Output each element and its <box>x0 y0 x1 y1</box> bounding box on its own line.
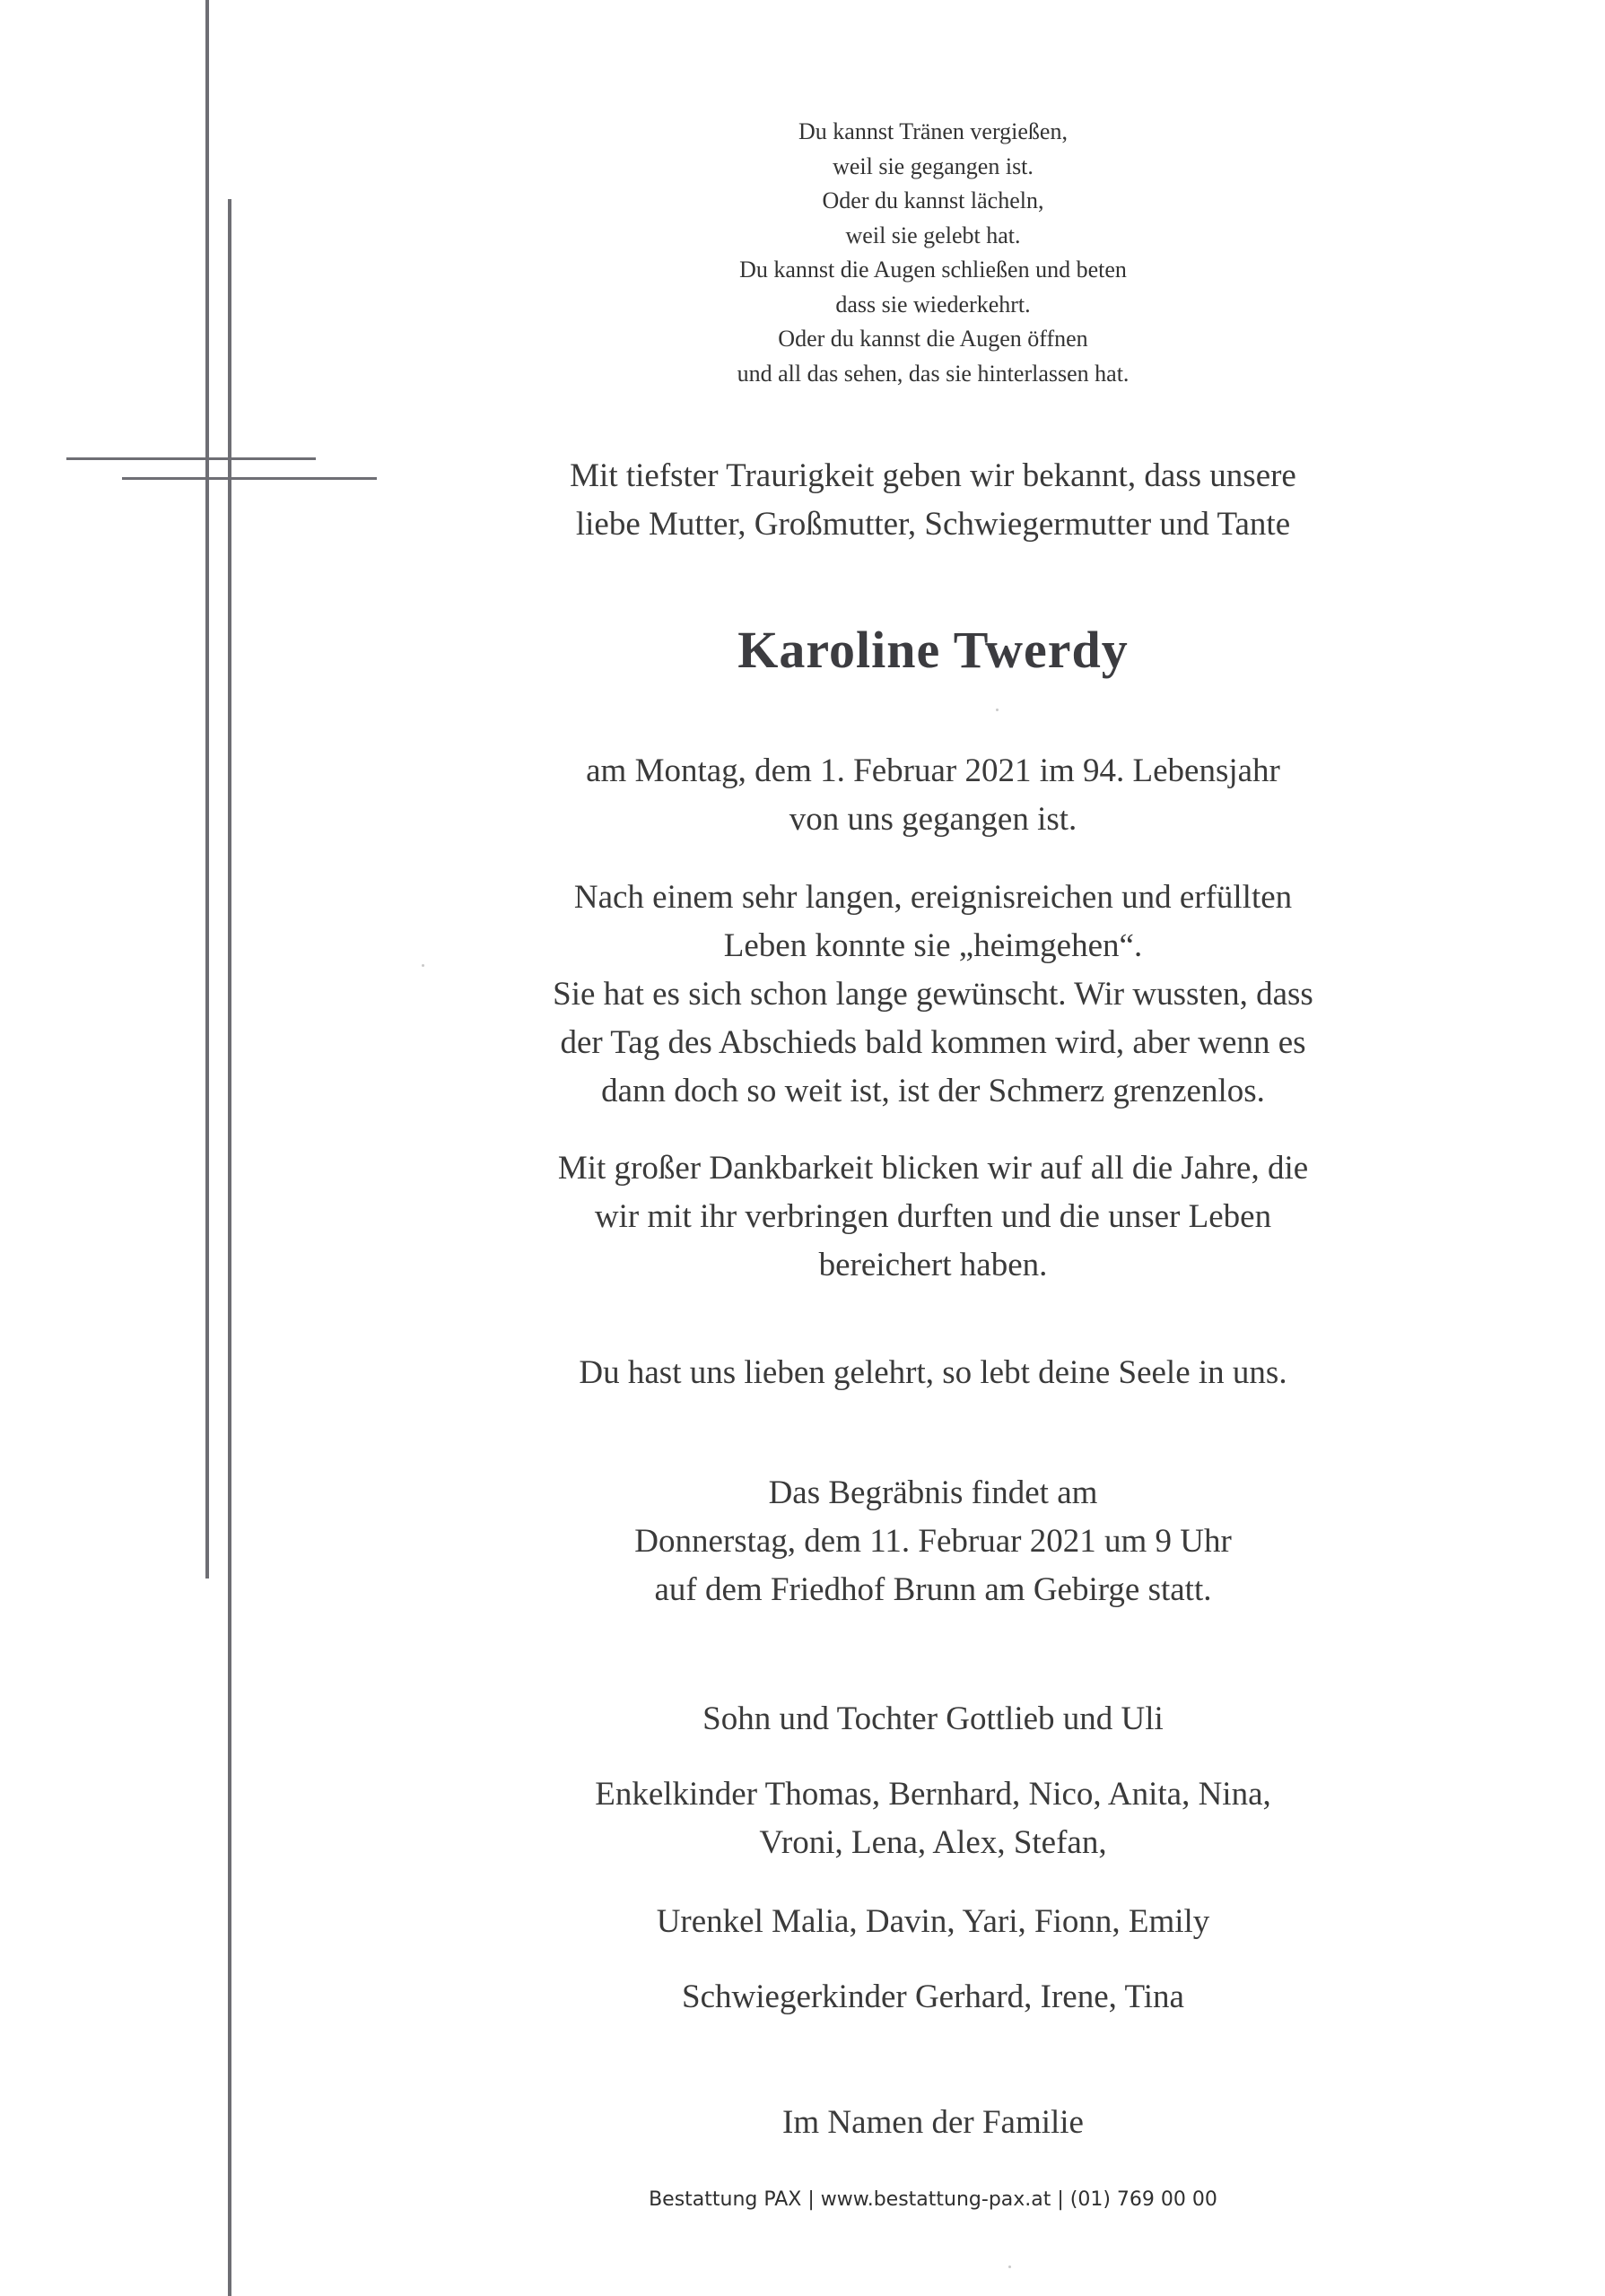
paragraph-line: Leben konnte sie „heimgehen“. <box>723 927 1143 964</box>
gratitude-paragraph <box>475 1144 1391 1290</box>
scan-speck <box>1008 2266 1011 2268</box>
cross-left-vertical <box>205 0 209 1578</box>
intro-line: Mit tiefster Traurigkeit geben wir bekannt, dass unsere <box>570 457 1296 494</box>
poem-line: weil sie gelebt hat. <box>845 222 1021 248</box>
poem-line: dass sie wiederkehrt. <box>835 291 1031 317</box>
children-line: Sohn und Tochter Gottlieb und Uli <box>702 1700 1164 1737</box>
paragraph-line: Mit großer Dankbarkeit blicken wir auf all die Jahre, die <box>557 1150 1309 1187</box>
life-paragraph <box>475 874 1391 1116</box>
funeral-home-footer: Bestattung PAX | www.bestattung-pax.at | (01) 769 00 00 <box>649 2188 1217 2211</box>
paragraph-line: Sie hat es sich schon lange gewünscht. Wir wussten, dass <box>553 976 1313 1013</box>
announcement-intro <box>475 452 1391 549</box>
date-line: am Montag, dem 1. Februar 2021 im 94. Lebensjahr <box>586 752 1280 789</box>
date-line: von uns gegangen ist. <box>789 801 1077 838</box>
cross-lower-horizontal <box>122 477 377 480</box>
poem-line: und all das sehen, das sie hinterlassen hat. <box>737 360 1130 387</box>
paragraph-line: Nach einem sehr langen, ereignisreichen und erfüllten <box>573 879 1293 916</box>
funeral-line: Das Begräbnis findet am <box>768 1474 1098 1511</box>
paragraph-line: bereichert haben. <box>818 1247 1048 1283</box>
opening-poem <box>475 115 1391 391</box>
cross-right-vertical <box>228 199 231 2296</box>
poem-line: Oder du kannst die Augen öffnen <box>778 326 1088 352</box>
funeral-line: Donnerstag, dem 11. Februar 2021 um 9 Uhr <box>634 1523 1232 1560</box>
poem-line: weil sie gegangen ist. <box>833 152 1034 179</box>
paragraph-line: der Tag des Abschieds bald kommen wird, aber wenn es <box>560 1024 1306 1061</box>
funeral-line: auf dem Friedhof Brunn am Gebirge statt. <box>654 1571 1212 1608</box>
in-laws-line: Schwiegerkinder Gerhard, Irene, Tina <box>682 1979 1184 2015</box>
intro-line: liebe Mutter, Großmutter, Schwiegermutter und Tante <box>575 506 1291 543</box>
cross-upper-horizontal <box>66 457 316 460</box>
death-date-block <box>475 747 1391 844</box>
grandchildren-line: Vroni, Lena, Alex, Stefan, <box>759 1824 1107 1861</box>
scan-speck <box>996 709 999 711</box>
soul-line: Du hast uns lieben gelehrt, so lebt deine Seele in uns. <box>579 1354 1287 1391</box>
scan-speck <box>422 964 424 967</box>
great-grandchildren-line: Urenkel Malia, Davin, Yari, Fionn, Emily <box>656 1903 1210 1940</box>
family-signature: Im Namen der Familie <box>782 2104 1084 2141</box>
grandchildren-block <box>475 1770 1391 1867</box>
grandchildren-line: Enkelkinder Thomas, Bernhard, Nico, Anita, Nina, <box>595 1776 1271 1813</box>
funeral-details <box>475 1469 1391 1614</box>
poem-line: Oder du kannst lächeln, <box>822 187 1044 213</box>
deceased-name: Karoline Twerdy <box>737 621 1129 679</box>
paragraph-line: dann doch so weit ist, ist der Schmerz grenzenlos. <box>601 1073 1265 1109</box>
poem-line: Du kannst Tränen vergießen, <box>798 118 1068 144</box>
paragraph-line: wir mit ihr verbringen durften und die unser Leben <box>594 1198 1272 1235</box>
poem-line: Du kannst die Augen schließen und beten <box>739 257 1127 283</box>
